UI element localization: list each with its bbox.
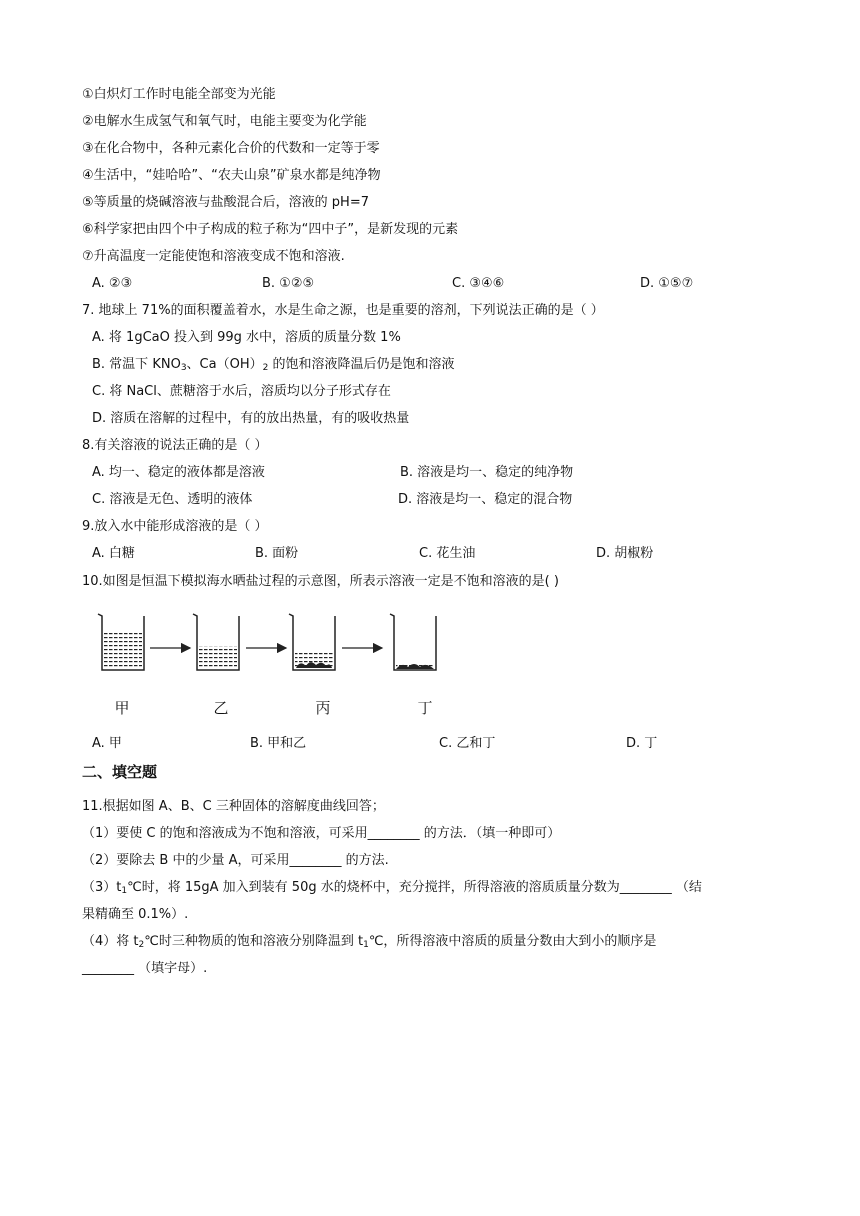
q7-option-b[interactable] [92,356,454,377]
q6-item-4: ④生活中，“娃哈哈”、“农夫山泉”矿泉水都是纯净物 [82,168,381,183]
q7-option-a[interactable]: A. 将 1gCaO 投入到 99g 水中，溶质的质量分数 1% [92,330,401,345]
q6-item-5: ⑤等质量的烧碱溶液与盐酸混合后，溶液的 pH=7 [82,195,369,210]
beaker-diagram [94,608,444,678]
q11-part-2: （2）要除去 B 中的少量 A，可采用________ 的方法. [82,853,389,868]
q11-part-3-cont: 果精确至 0.1%）. [82,907,189,922]
q7-option-b-sub2: 2 [262,363,269,373]
q6-item-7: ⑦升高温度一定能使饱和溶液变成不饱和溶液. [82,249,345,264]
q7-stem: 7. 地球上 71%的面积覆盖着水，水是生命之源，也是重要的溶剂，下列说法正确的是（ ） [82,303,604,318]
q10-stem: 10.如图是恒温下模拟海水晒盐过程的示意图，所表示溶液一定是不饱和溶液的是( ) [82,574,559,589]
label-bing: 丙 [315,699,331,717]
q8-stem: 8.有关溶液的说法正确的是（ ） [82,438,268,453]
q7-option-b-pre: B. 常温下 KNO [92,357,181,372]
q11-part-3-sub: 1 [121,886,128,896]
q8-option-d[interactable]: D. 溶液是均一、稳定的混合物 [398,492,573,507]
q11-part-4-mid: ℃时三种物质的饱和溶液分别降温到 t [144,934,364,949]
q8-option-b[interactable]: B. 溶液是均一、稳定的纯净物 [400,465,574,480]
q6-option-b[interactable]: B. ①②⑤ [262,276,315,291]
q9-option-d[interactable]: D. 胡椒粉 [596,546,654,561]
q7-option-b-sub1: 3 [180,363,187,373]
q9-option-a[interactable]: A. 白糖 [92,546,135,561]
q8-option-a[interactable]: A. 均一、稳定的液体都是溶液 [92,465,265,480]
q6-option-a[interactable]: A. ②③ [92,276,133,291]
q7-option-c[interactable]: C. 将 NaCl、蔗糖溶于水后，溶质均以分子形式存在 [92,384,391,399]
label-yi: 乙 [213,699,229,717]
q7-option-d[interactable]: D. 溶质在溶解的过程中，有的放出热量，有的吸收热量 [92,411,410,426]
q7-option-b-mid: 、Ca（OH） [186,357,263,372]
q10-option-c[interactable]: C. 乙和丁 [439,736,496,751]
q6-item-6: ⑥科学家把由四个中子构成的粒子称为“四中子”，是新发现的元素 [82,222,459,237]
q10-option-d[interactable]: D. 丁 [626,736,658,751]
beaker-ding [390,614,436,670]
q10-option-b[interactable]: B. 甲和乙 [250,736,307,751]
section-title: 二、填空题 [82,763,158,781]
label-jia: 甲 [114,699,130,717]
q6-item-3: ③在化合物中，各种元素化合价的代数和一定等于零 [82,141,380,156]
q11-part-4 [82,933,656,954]
q6-option-d[interactable]: D. ①⑤⑦ [640,276,694,291]
q9-stem: 9.放入水中能形成溶液的是（ ） [82,519,268,534]
beaker-bing [289,614,335,670]
label-ding: 丁 [417,699,433,717]
q11-part-3-pre: （3）t [82,880,122,895]
q11-part-4-pre: （4）将 t [82,934,139,949]
q11-part-3-post: ℃时，将 15gA 加入到装有 50g 水的烧杯中，充分搅拌，所得溶液的溶质质量分数为________ （结 [127,880,702,895]
q6-item-1: ①白炽灯工作时电能全部变为光能 [82,87,276,102]
beaker-jia [98,614,144,670]
q11-part-4-sub1: 2 [138,940,145,950]
q9-option-c[interactable]: C. 花生油 [419,546,476,561]
q11-part-1: （1）要使 C 的饱和溶液成为不饱和溶液，可采用________ 的方法．（填一种即可） [82,826,561,841]
q6-item-2: ②电解水生成氢气和氧气时，电能主要变为化学能 [82,114,367,129]
q11-part-4-cont: ________ （填字母）. [82,961,208,976]
q11-part-4-post: ℃，所得溶液中溶质的质量分数由大到小的顺序是 [368,934,657,949]
q11-part-4-sub2: 1 [363,940,369,950]
q6-option-c[interactable]: C. ③④⑥ [452,276,505,291]
q7-option-b-post: 的饱和溶液降温后仍是饱和溶液 [268,357,455,372]
q11-stem: 11.根据如图 A、B、C 三种固体的溶解度曲线回答； [82,799,385,814]
q11-part-3 [82,879,702,900]
q10-option-a[interactable]: A. 甲 [92,736,122,751]
q8-option-c[interactable]: C. 溶液是无色、透明的液体 [92,492,253,507]
beaker-yi [193,614,239,670]
q9-option-b[interactable]: B. 面粉 [255,546,299,561]
